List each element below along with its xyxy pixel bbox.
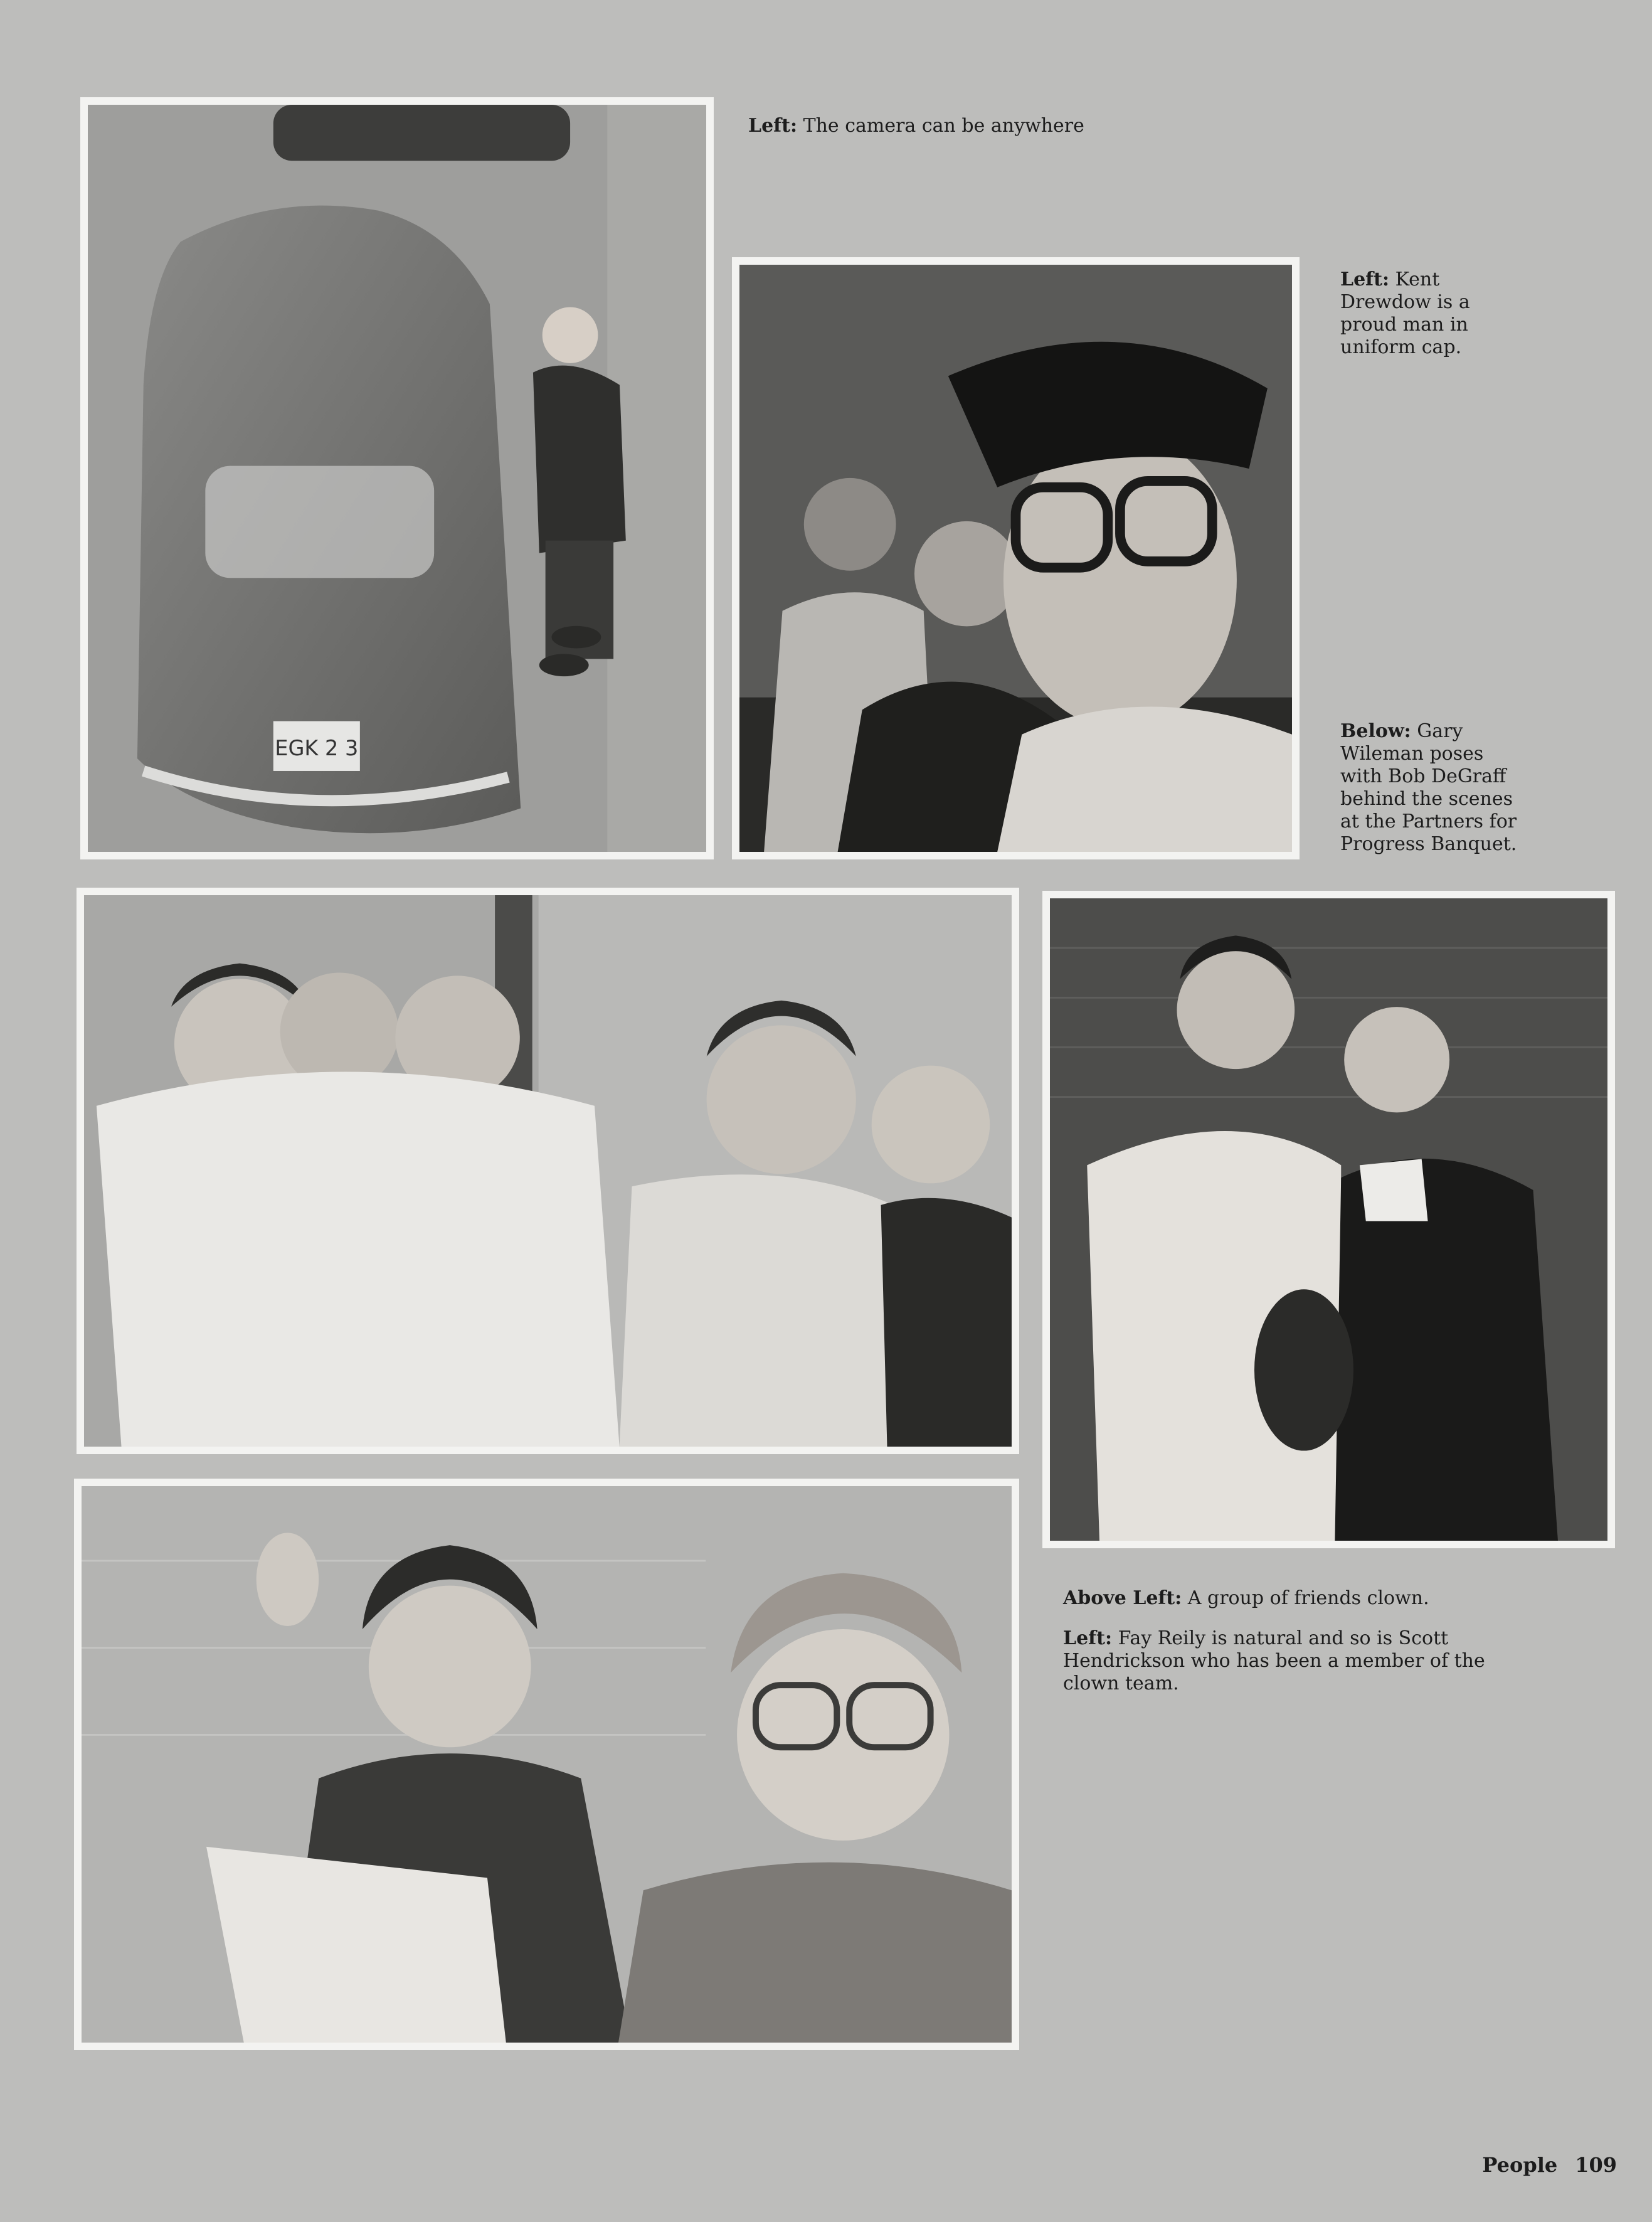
- caption-kent-text: Kent Drewdow is a proud man in uniform cap.: [1340, 268, 1470, 358]
- photo-coffee-pot-pair: [1042, 891, 1615, 1548]
- folio-page-number: 109: [1575, 2153, 1617, 2177]
- folio-section: People: [1482, 2153, 1558, 2177]
- caption-car: [748, 115, 1187, 137]
- caption-fay: [1063, 1627, 1540, 1695]
- photo-women-reading: [74, 1479, 1019, 2050]
- caption-car-label: Left:: [748, 115, 798, 137]
- caption-fay-label: Left:: [1063, 1627, 1113, 1649]
- caption-car-text: The camera can be anywhere: [797, 115, 1084, 137]
- caption-gary-label: Below:: [1340, 720, 1411, 742]
- caption-group-right: [1063, 1587, 1540, 1713]
- caption-friends-label: Above Left:: [1063, 1587, 1182, 1609]
- caption-fay-text: Fay Reily is natural and so is Scott Hendrickson who has been a member of the clown team.: [1063, 1627, 1485, 1694]
- caption-gary-text: Gary Wileman poses with Bob DeGraff behind the scenes at the Partners for Progress Banquet.: [1340, 720, 1517, 855]
- caption-friends: [1063, 1587, 1540, 1610]
- caption-kent: [1340, 268, 1491, 359]
- photo-friends-clowning: [77, 888, 1019, 1454]
- caption-kent-label: Left:: [1340, 268, 1390, 290]
- caption-gary: [1340, 720, 1528, 856]
- photo-car-overhead: [80, 97, 714, 859]
- page-folio: [1482, 2153, 1617, 2177]
- license-plate-text: EGK 2 3: [275, 736, 359, 761]
- caption-friends-text: A group of friends clown.: [1182, 1587, 1429, 1609]
- photo-uniform-cap: [732, 257, 1300, 859]
